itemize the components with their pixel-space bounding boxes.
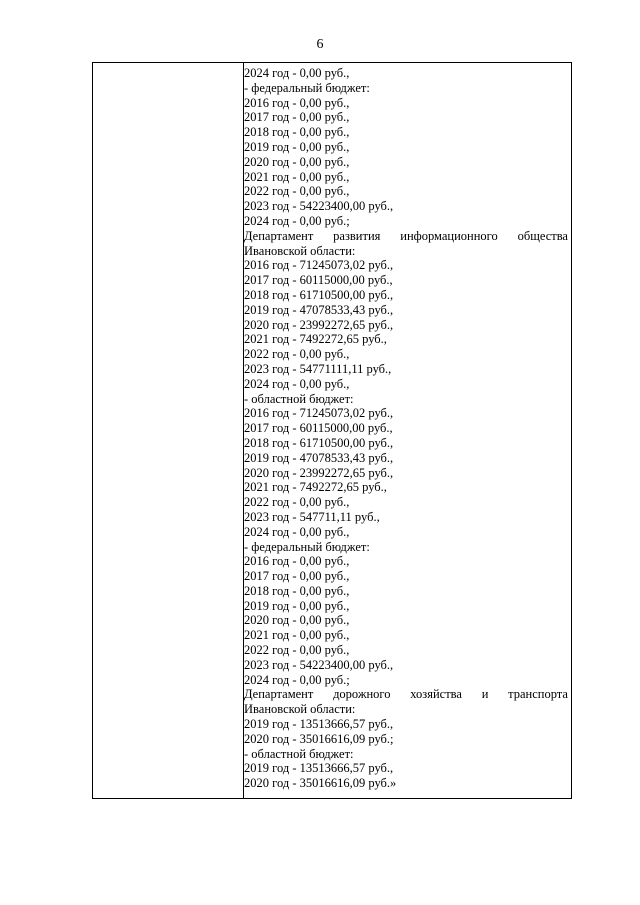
text-line: 2017 год - 60115000,00 руб., [244,421,393,436]
text-line: - федеральный бюджет: [244,80,370,95]
text-line: 2024 год - 0,00 руб., [244,66,350,80]
text-line: 2024 год - 0,00 руб., [244,524,350,539]
text-line: 2021 год - 0,00 руб., [244,169,350,184]
text-line: 2023 год - 54223400,00 руб., [244,199,394,214]
text-line: 2022 год - 0,00 руб., [244,643,350,658]
text-line: 2020 год - 35016616,09 руб.» [244,776,397,791]
text-line: 2019 год - 13513666,57 руб., [244,761,394,776]
text-line: 2019 год - 13513666,57 руб., [244,717,394,732]
text-line [244,229,568,244]
text-line: 2022 год - 0,00 руб., [244,184,350,199]
text-line: 2019 год - 47078533,43 руб., [244,302,394,317]
text-line: 2020 год - 0,00 руб., [244,154,350,169]
text-line: 2019 год - 0,00 руб., [244,139,350,154]
text-line [244,687,568,702]
text-line: 2018 год - 61710500,00 руб., [244,287,394,302]
text-line: 2019 год - 47078533,43 руб., [244,450,394,465]
word: общества [517,228,568,243]
text-line: 2023 год - 54223400,00 руб., [244,657,394,672]
text-line: 2021 год - 0,00 руб., [244,628,350,643]
page-number: 6 [316,37,324,52]
word: информационного [400,228,498,243]
table-left-cell [93,63,244,798]
text-line: 2024 год - 0,00 руб.; [244,213,350,228]
text-line: - областной бюджет: [244,746,354,761]
table-right-cell [244,66,568,791]
text-line: 2021 год - 7492272,65 руб., [244,480,387,495]
text-line: 2017 год - 0,00 руб., [244,110,350,125]
text-line: 2017 год - 0,00 руб., [244,569,350,584]
word: дорожного [333,687,391,702]
text-line: 2020 год - 35016616,09 руб.; [244,731,394,746]
funding-table [92,62,572,799]
text-line: 2020 год - 0,00 руб., [244,613,350,628]
text-line: 2024 год - 0,00 руб., [244,376,350,391]
word: транспорта [508,687,568,702]
text-line: Ивановской области: [244,243,356,258]
text-line: 2018 год - 0,00 руб., [244,583,350,598]
text-line: 2016 год - 71245073,02 руб., [244,258,394,273]
text-line: 2016 год - 0,00 руб., [244,95,350,110]
text-line: Ивановской области: [244,702,356,717]
text-line: 2023 год - 547711,11 руб., [244,509,380,524]
text-line: - федеральный бюджет: [244,539,370,554]
text-line: 2024 год - 0,00 руб.; [244,672,350,687]
text-line: 2016 год - 71245073,02 руб., [244,406,394,421]
word: Департамент [244,687,314,702]
text-line: 2020 год - 23992272,65 руб., [244,317,394,332]
text-line: 2019 год - 0,00 руб., [244,598,350,613]
word: Департамент [244,228,314,243]
text-line: 2021 год - 7492272,65 руб., [244,332,387,347]
word: хозяйства [410,687,462,702]
text-line: 2018 год - 61710500,00 руб., [244,435,394,450]
text-line: 2020 год - 23992272,65 руб., [244,465,394,480]
text-line: - областной бюджет: [244,391,354,406]
text-line: 2016 год - 0,00 руб., [244,554,350,569]
word: и [481,687,489,702]
text-line: 2022 год - 0,00 руб., [244,347,350,362]
word: развития [333,228,381,243]
text-line: 2018 год - 0,00 руб., [244,125,350,140]
text-line: 2023 год - 54771111,11 руб., [244,361,392,376]
text-line: 2022 год - 0,00 руб., [244,495,350,510]
text-line: 2017 год - 60115000,00 руб., [244,273,393,288]
